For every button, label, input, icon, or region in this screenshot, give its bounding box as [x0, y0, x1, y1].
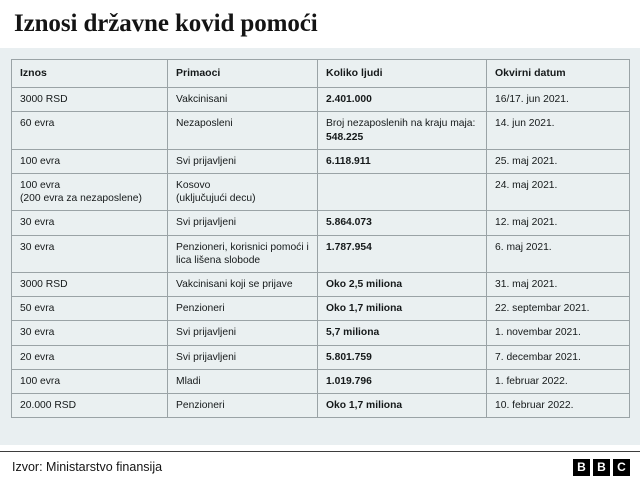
- koliko-ljudi-value: 5,7 miliona: [326, 327, 380, 339]
- cell-primaoci: Kosovo (uključujući decu): [168, 174, 318, 211]
- bbc-logo: [573, 459, 630, 476]
- koliko-ljudi-value: 5.864.073: [326, 217, 372, 229]
- cell-koliko-ljudi: [318, 369, 487, 393]
- cell-okvirni-datum: 6. maj 2021.: [487, 235, 630, 272]
- page-title: Iznosi državne kovid pomoći: [14, 10, 318, 37]
- cell-iznos: 3000 RSD: [12, 273, 168, 297]
- cell-iznos: 30 evra: [12, 211, 168, 235]
- cell-primaoci: Penzioneri: [168, 297, 318, 321]
- cell-koliko-ljudi: [318, 235, 487, 272]
- table-header: [12, 60, 630, 88]
- cell-koliko-ljudi: [318, 273, 487, 297]
- cell-koliko-ljudi: [318, 149, 487, 173]
- table-row: [12, 321, 630, 345]
- cell-iznos: 20.000 RSD: [12, 394, 168, 418]
- koliko-ljudi-value: 1.019.796: [326, 375, 372, 387]
- table-row: [12, 369, 630, 393]
- cell-okvirni-datum: 25. maj 2021.: [487, 149, 630, 173]
- aid-amounts-table: [11, 59, 630, 418]
- bbc-logo-letter-1: B: [573, 459, 590, 476]
- cell-iznos: 30 evra: [12, 321, 168, 345]
- cell-primaoci: Penzioneri, korisnici pomoći i lica lišena slobode: [168, 235, 318, 272]
- cell-iznos: 100 evra: [12, 149, 168, 173]
- table-row: [12, 112, 630, 149]
- table-row: [12, 273, 630, 297]
- cell-primaoci: Svi prijavljeni: [168, 211, 318, 235]
- cell-koliko-ljudi: [318, 394, 487, 418]
- cell-okvirni-datum: 24. maj 2021.: [487, 174, 630, 211]
- cell-primaoci: Vakcinisani: [168, 88, 318, 112]
- cell-primaoci: Penzioneri: [168, 394, 318, 418]
- koliko-ljudi-value: 1.787.954: [326, 241, 372, 253]
- koliko-ljudi-value: Oko 2,5 miliona: [326, 279, 403, 291]
- table-row: [12, 297, 630, 321]
- cell-okvirni-datum: 12. maj 2021.: [487, 211, 630, 235]
- cell-iznos: 100 evra (200 evra za nezaposlene): [12, 174, 168, 211]
- koliko-ljudi-value: Oko 1,7 miliona: [326, 303, 403, 315]
- cell-iznos: 50 evra: [12, 297, 168, 321]
- cell-koliko-ljudi: [318, 88, 487, 112]
- source-credit: Izvor: Ministarstvo finansija: [12, 460, 163, 474]
- cell-primaoci: Svi prijavljeni: [168, 321, 318, 345]
- column-header-primaoci: Primaoci: [168, 60, 318, 88]
- table-row: [12, 88, 630, 112]
- table-row: [12, 235, 630, 272]
- cell-primaoci: Vakcinisani koji se prijave: [168, 273, 318, 297]
- table-row: [12, 394, 630, 418]
- table-body: [12, 88, 630, 418]
- cell-iznos: 30 evra: [12, 235, 168, 272]
- cell-okvirni-datum: 1. februar 2022.: [487, 369, 630, 393]
- koliko-ljudi-value: 548.225: [326, 131, 364, 143]
- cell-iznos: 100 evra: [12, 369, 168, 393]
- cell-okvirni-datum: 1. novembar 2021.: [487, 321, 630, 345]
- cell-koliko-ljudi: [318, 211, 487, 235]
- cell-koliko-ljudi: [318, 345, 487, 369]
- cell-okvirni-datum: 7. decembar 2021.: [487, 345, 630, 369]
- cell-primaoci: Svi prijavljeni: [168, 149, 318, 173]
- column-header-iznos: Iznos: [12, 60, 168, 88]
- cell-koliko-ljudi: [318, 321, 487, 345]
- cell-okvirni-datum: 22. septembar 2021.: [487, 297, 630, 321]
- cell-okvirni-datum: 16/17. jun 2021.: [487, 88, 630, 112]
- bbc-logo-letter-2: B: [593, 459, 610, 476]
- table-panel: [0, 48, 640, 445]
- footer: [0, 452, 640, 485]
- cell-koliko-ljudi: [318, 174, 487, 211]
- koliko-ljudi-value: 5.801.759: [326, 351, 372, 363]
- koliko-ljudi-value: Oko 1,7 miliona: [326, 400, 403, 412]
- cell-primaoci: Nezaposleni: [168, 112, 318, 149]
- cell-iznos: 60 evra: [12, 112, 168, 149]
- cell-primaoci: Mladi: [168, 369, 318, 393]
- koliko-ljudi-value: 6.118.911: [326, 155, 371, 167]
- column-header-koliko-ljudi: Koliko ljudi: [318, 60, 487, 88]
- cell-koliko-ljudi: [318, 297, 487, 321]
- cell-okvirni-datum: 10. februar 2022.: [487, 394, 630, 418]
- cell-okvirni-datum: 14. jun 2021.: [487, 112, 630, 149]
- cell-okvirni-datum: 31. maj 2021.: [487, 273, 630, 297]
- cell-iznos: 3000 RSD: [12, 88, 168, 112]
- cell-iznos: 20 evra: [12, 345, 168, 369]
- table-row: [12, 149, 630, 173]
- cell-primaoci: Svi prijavljeni: [168, 345, 318, 369]
- table-header-row: [12, 60, 630, 88]
- koliko-ljudi-prefix: Broj nezaposlenih na kraju maja:: [326, 118, 476, 130]
- bbc-logo-letter-3: C: [613, 459, 630, 476]
- table-row: [12, 345, 630, 369]
- column-header-okvirni-datum: Okvirni datum: [487, 60, 630, 88]
- table-row: [12, 211, 630, 235]
- koliko-ljudi-value: 2.401.000: [326, 94, 372, 106]
- cell-koliko-ljudi: [318, 112, 487, 149]
- table-row: [12, 174, 630, 211]
